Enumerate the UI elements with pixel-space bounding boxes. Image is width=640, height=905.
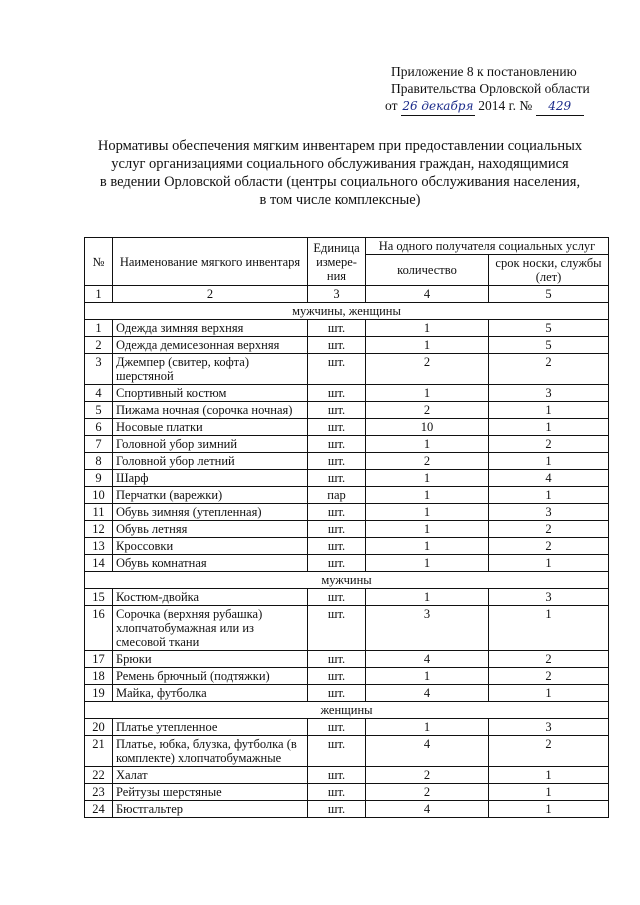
section-title: мужчины, женщины (85, 303, 609, 320)
item-quantity: 1 (366, 487, 489, 504)
item-quantity: 1 (366, 385, 489, 402)
table-row (85, 337, 609, 354)
item-term: 2 (489, 538, 609, 555)
row-number: 10 (85, 487, 113, 504)
table-row (85, 521, 609, 538)
item-quantity: 1 (366, 436, 489, 453)
item-name: Сорочка (верхняя рубашка) хлопчатобумажная или из смесовой ткани (113, 606, 308, 651)
item-unit: шт. (308, 538, 366, 555)
item-name: Обувь зимняя (утепленная) (113, 504, 308, 521)
item-term: 1 (489, 419, 609, 436)
item-name: Платье, юбка, блузка, футболка (в комплекте) хлопчатобумажные (113, 736, 308, 767)
index-row (85, 286, 609, 303)
row-number: 23 (85, 784, 113, 801)
row-number: 3 (85, 354, 113, 385)
item-term: 1 (489, 801, 609, 818)
table-row (85, 385, 609, 402)
item-unit: шт. (308, 668, 366, 685)
item-term: 5 (489, 337, 609, 354)
table-row (85, 320, 609, 337)
item-term: 3 (489, 504, 609, 521)
title-line-4: в том числе комплексные) (259, 192, 421, 208)
row-number: 14 (85, 555, 113, 572)
item-quantity: 2 (366, 354, 489, 385)
row-number: 16 (85, 606, 113, 651)
row-number: 20 (85, 719, 113, 736)
item-unit: шт. (308, 651, 366, 668)
title-line-1: Нормативы обеспечения мягким инвентарем при предоставлении социальных (97, 138, 583, 154)
table-row (85, 767, 609, 784)
item-quantity: 4 (366, 736, 489, 767)
item-unit: шт. (308, 767, 366, 784)
item-unit: шт. (308, 402, 366, 419)
table-row (85, 470, 609, 487)
item-quantity: 4 (366, 651, 489, 668)
item-term: 5 (489, 320, 609, 337)
item-term: 3 (489, 719, 609, 736)
table-row (85, 555, 609, 572)
item-quantity: 2 (366, 453, 489, 470)
item-term: 2 (489, 736, 609, 767)
table-row (85, 736, 609, 767)
header-name: Наименование мягкого инвентаря (113, 238, 308, 286)
item-name: Костюм-двойка (113, 589, 308, 606)
header-num: № (85, 238, 113, 286)
item-term: 3 (489, 589, 609, 606)
item-quantity: 1 (366, 668, 489, 685)
table-row (85, 651, 609, 668)
index-cell: 5 (489, 286, 609, 303)
table-row (85, 784, 609, 801)
item-name: Спортивный костюм (113, 385, 308, 402)
item-name: Кроссовки (113, 538, 308, 555)
item-unit: шт. (308, 589, 366, 606)
item-name: Обувь комнатная (113, 555, 308, 572)
item-unit: шт. (308, 606, 366, 651)
appendix-year: 2014 г. № (478, 98, 533, 113)
item-name: Рейтузы шерстяные (113, 784, 308, 801)
table-row (85, 668, 609, 685)
item-unit: шт. (308, 385, 366, 402)
item-name: Головной убор летний (113, 453, 308, 470)
table-row (85, 719, 609, 736)
item-name: Майка, футболка (113, 685, 308, 702)
row-number: 22 (85, 767, 113, 784)
row-number: 6 (85, 419, 113, 436)
item-unit: шт. (308, 419, 366, 436)
item-quantity: 1 (366, 719, 489, 736)
item-unit: шт. (308, 784, 366, 801)
item-quantity: 4 (366, 685, 489, 702)
appendix-line-3 (385, 97, 620, 116)
item-name: Пижама ночная (сорочка ночная) (113, 402, 308, 419)
item-term: 2 (489, 436, 609, 453)
item-name: Бюстгальтер (113, 801, 308, 818)
item-quantity: 4 (366, 801, 489, 818)
table-row (85, 402, 609, 419)
item-unit: шт. (308, 453, 366, 470)
item-unit: шт. (308, 521, 366, 538)
section-title: мужчины (85, 572, 609, 589)
index-cell: 3 (308, 286, 366, 303)
item-term: 1 (489, 402, 609, 419)
item-name: Шарф (113, 470, 308, 487)
item-unit: шт. (308, 801, 366, 818)
item-unit: шт. (308, 555, 366, 572)
item-term: 1 (489, 555, 609, 572)
table-row (85, 606, 609, 651)
table-row (85, 685, 609, 702)
row-number: 7 (85, 436, 113, 453)
item-term: 1 (489, 767, 609, 784)
item-quantity: 2 (366, 767, 489, 784)
item-name: Ремень брючный (подтяжки) (113, 668, 308, 685)
item-quantity: 2 (366, 784, 489, 801)
item-quantity: 1 (366, 470, 489, 487)
item-quantity: 1 (366, 538, 489, 555)
row-number: 4 (85, 385, 113, 402)
item-term: 3 (489, 385, 609, 402)
item-name: Джемпер (свитер, кофта) шерстяной (113, 354, 308, 385)
appendix-prefix: от (385, 98, 398, 113)
section-row (85, 702, 609, 719)
row-number: 12 (85, 521, 113, 538)
row-number: 5 (85, 402, 113, 419)
title-line-2: услуг организациями социального обслуживания граждан, находящимися (111, 156, 569, 172)
item-term: 2 (489, 651, 609, 668)
table-row (85, 487, 609, 504)
item-term: 4 (489, 470, 609, 487)
item-unit: шт. (308, 320, 366, 337)
item-term: 1 (489, 487, 609, 504)
index-cell: 1 (85, 286, 113, 303)
row-number: 2 (85, 337, 113, 354)
row-number: 21 (85, 736, 113, 767)
item-unit: шт. (308, 354, 366, 385)
item-term: 2 (489, 668, 609, 685)
table-row (85, 453, 609, 470)
item-quantity: 1 (366, 504, 489, 521)
header-unit: Единица измере-ния (308, 238, 366, 286)
row-number: 24 (85, 801, 113, 818)
row-number: 17 (85, 651, 113, 668)
item-quantity: 10 (366, 419, 489, 436)
row-number: 8 (85, 453, 113, 470)
document-title (70, 137, 610, 209)
item-name: Обувь летняя (113, 521, 308, 538)
item-term: 2 (489, 354, 609, 385)
header-row-1 (85, 238, 609, 255)
table-row (85, 589, 609, 606)
handwritten-date: 26 декабря (401, 98, 475, 116)
row-number: 1 (85, 320, 113, 337)
item-quantity: 1 (366, 521, 489, 538)
appendix-header (385, 63, 620, 116)
appendix-line-2: Правительства Орловской области (391, 81, 590, 96)
index-cell: 2 (113, 286, 308, 303)
section-title: женщины (85, 702, 609, 719)
norms-table-body (85, 303, 609, 818)
item-unit: шт. (308, 470, 366, 487)
table-row (85, 419, 609, 436)
item-quantity: 3 (366, 606, 489, 651)
item-quantity: 2 (366, 402, 489, 419)
item-unit: шт. (308, 436, 366, 453)
item-term: 1 (489, 685, 609, 702)
item-unit: шт. (308, 504, 366, 521)
row-number: 18 (85, 668, 113, 685)
item-unit: шт. (308, 719, 366, 736)
section-row (85, 303, 609, 320)
item-name: Одежда зимняя верхняя (113, 320, 308, 337)
row-number: 15 (85, 589, 113, 606)
item-term: 1 (489, 453, 609, 470)
item-name: Халат (113, 767, 308, 784)
item-name: Головной убор зимний (113, 436, 308, 453)
item-quantity: 1 (366, 337, 489, 354)
row-number: 9 (85, 470, 113, 487)
handwritten-number: 429 (536, 98, 584, 116)
item-name: Носовые платки (113, 419, 308, 436)
row-number: 11 (85, 504, 113, 521)
index-cell: 4 (366, 286, 489, 303)
table-row (85, 504, 609, 521)
item-name: Перчатки (варежки) (113, 487, 308, 504)
row-number: 19 (85, 685, 113, 702)
header-term: срок носки, службы (лет) (489, 255, 609, 286)
table-row (85, 354, 609, 385)
item-term: 2 (489, 521, 609, 538)
item-unit: шт. (308, 685, 366, 702)
item-name: Брюки (113, 651, 308, 668)
item-unit: шт. (308, 736, 366, 767)
item-quantity: 1 (366, 320, 489, 337)
table-row (85, 436, 609, 453)
norms-table (84, 237, 609, 818)
header-quantity: количество (366, 255, 489, 286)
item-term: 1 (489, 784, 609, 801)
item-quantity: 1 (366, 555, 489, 572)
item-unit: пар (308, 487, 366, 504)
item-term: 1 (489, 606, 609, 651)
table-row (85, 801, 609, 818)
item-name: Одежда демисезонная верхняя (113, 337, 308, 354)
item-unit: шт. (308, 337, 366, 354)
item-name: Платье утепленное (113, 719, 308, 736)
table-row (85, 538, 609, 555)
item-quantity: 1 (366, 589, 489, 606)
title-line-3: в ведении Орловской области (центры социального обслуживания населения, (99, 174, 581, 190)
header-per-recipient: На одного получателя социальных услуг (366, 238, 609, 255)
appendix-line-1: Приложение 8 к постановлению (391, 64, 577, 79)
section-row (85, 572, 609, 589)
row-number: 13 (85, 538, 113, 555)
